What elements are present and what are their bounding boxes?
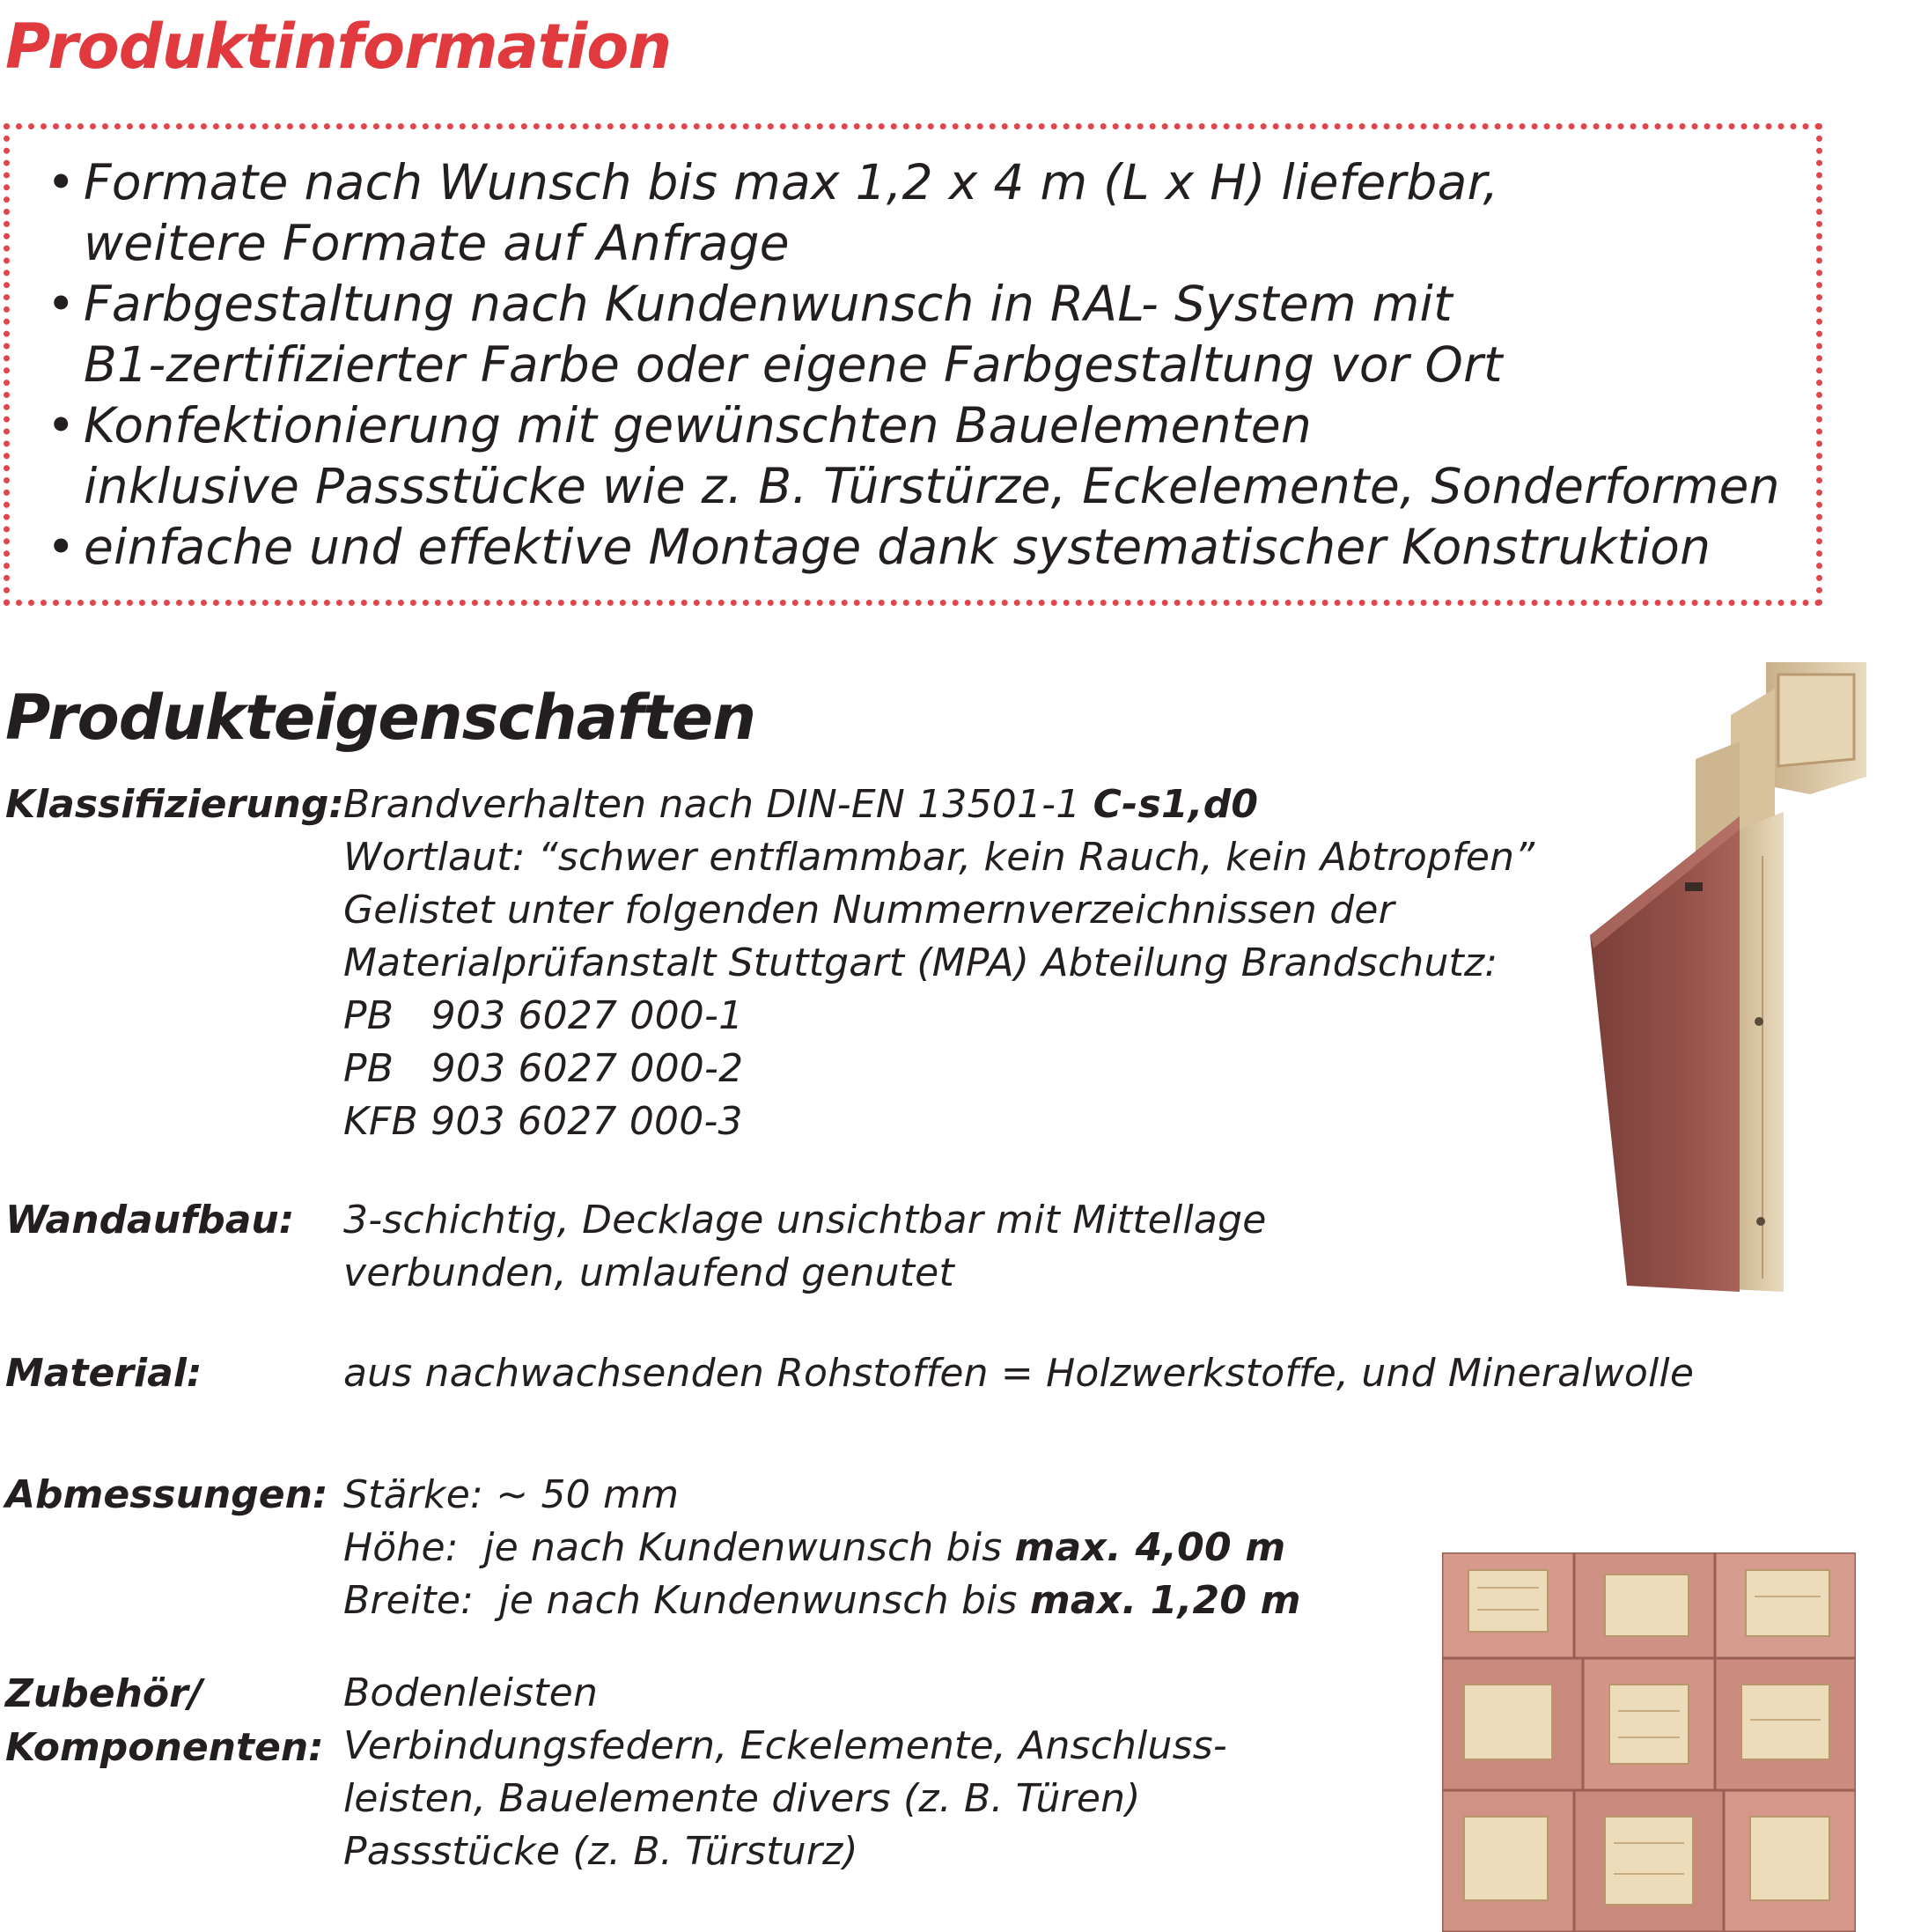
property-value [343, 1194, 1266, 1300]
bullet-icon: • [47, 276, 76, 332]
property-text: Breite: je nach Kundenwunsch bis [343, 1578, 1030, 1623]
list-item [47, 274, 1780, 395]
list-item-text: weitere Formate auf Anfrage [84, 215, 790, 271]
property-label [5, 1667, 340, 1774]
corner-elements-photo [1442, 1552, 1856, 1932]
property-text: Materialprüfanstalt Stuttgart (MPA) Abteilung Brandschutz: [343, 940, 1498, 985]
product-info-box [4, 123, 1822, 606]
property-value [343, 778, 1534, 1148]
property-label: Wandaufbau: [5, 1198, 295, 1243]
property-text: Brandverhalten nach DIN-EN 13501-1 [343, 782, 1093, 827]
list-item-text: Formate nach Wunsch bis max 1,2 x 4 m (L x H) lieferbar, [84, 154, 1499, 210]
property-text: Wortlaut: “schwer entflammbar, kein Rauch, kein Abtropfen” [343, 835, 1535, 880]
property-value [343, 1469, 1301, 1627]
certificate-number: KFB 903 6027 000-3 [343, 1099, 743, 1144]
fire-class-value: C-s1,d0 [1093, 782, 1259, 827]
max-height-value: max. 4,00 m [1014, 1525, 1286, 1570]
list-item-text: einfache und effektive Montage dank systematischer Konstruktion [84, 519, 1711, 575]
bullet-icon: • [47, 154, 76, 210]
property-label: Klassifizierung: [5, 782, 344, 827]
list-item [47, 395, 1780, 517]
product-info-list [47, 152, 1780, 578]
property-value [343, 1667, 1227, 1878]
product-info-title: Produktinformation [5, 11, 672, 83]
list-item-text: Farbgestaltung nach Kundenwunsch in RAL- System mit [84, 276, 1453, 332]
property-text: aus nachwachsenden Rohstoffen = Holzwerkstoffe, und Mineralwolle [343, 1351, 1695, 1396]
property-text: Passstücke (z. B. Türsturz) [343, 1829, 858, 1874]
product-properties-title: Produkteigenschaften [5, 682, 756, 754]
property-text: verbunden, umlaufend genutet [343, 1250, 954, 1295]
list-item-text: Konfektionierung mit gewünschten Bauelementen [84, 397, 1312, 454]
property-text: Gelistet unter folgenden Nummernverzeichnissen der [343, 888, 1395, 933]
list-item-text: B1-zertifizierter Farbe oder eigene Farbgestaltung vor Ort [84, 336, 1503, 393]
property-text: Stärke: ~ 50 mm [343, 1472, 680, 1517]
property-text: Verbindungsfedern, Eckelemente, Anschluss- [343, 1723, 1227, 1768]
property-text: leisten, Bauelemente divers (z. B. Türen) [343, 1776, 1141, 1821]
property-label: Material: [5, 1351, 202, 1396]
list-item [47, 517, 1780, 578]
wall-panel-photo [1590, 662, 1872, 1296]
property-text: 3-schichtig, Decklage unsichtbar mit Mittellage [343, 1198, 1267, 1243]
property-label: Abmessungen: [5, 1472, 328, 1517]
list-item [47, 152, 1780, 274]
property-value [343, 1347, 1694, 1400]
bullet-icon: • [47, 397, 76, 454]
property-label-line: Zubehör/ [5, 1671, 202, 1716]
property-text: Höhe: je nach Kundenwunsch bis [343, 1525, 1015, 1570]
bullet-icon: • [47, 519, 76, 575]
certificate-number: PB 903 6027 000-1 [343, 993, 744, 1038]
max-width-value: max. 1,20 m [1029, 1578, 1301, 1623]
certificate-number: PB 903 6027 000-2 [343, 1046, 744, 1091]
property-text: Bodenleisten [343, 1670, 599, 1715]
property-label-line: Komponenten: [5, 1725, 324, 1770]
list-item-text: inklusive Passstücke wie z. B. Türstürze, Eckelemente, Sonderformen [84, 458, 1780, 514]
